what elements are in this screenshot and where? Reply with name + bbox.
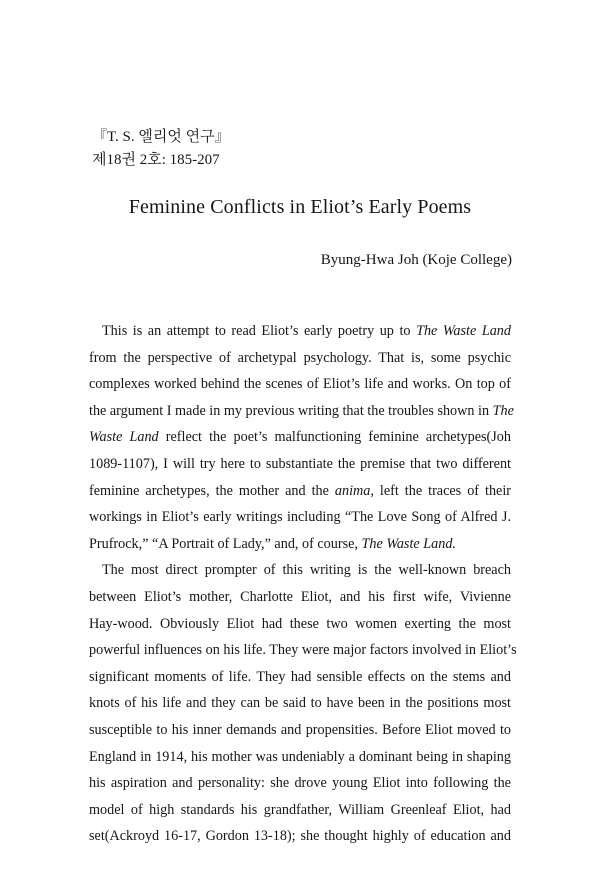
paragraph-2 (89, 557, 517, 850)
article-body (89, 318, 517, 850)
text-line: powerful influences on his life. They were major factors involved in Eliot’s (89, 642, 517, 659)
text-line: workings in Eliot’s early writings including “The Love Song of Alfred J. (89, 509, 511, 526)
text-line: feminine archetypes, the mother and the anima, left the traces of their (89, 482, 511, 499)
journal-header (92, 126, 230, 172)
journal-issue: 제18권 2호: 185-207 (92, 152, 220, 168)
journal-name: 『T. S. 엘리엇 연구』 (92, 129, 230, 145)
text-line: complexes worked behind the scenes of Eliot’s life and works. On top of (89, 376, 511, 393)
text-line: between Eliot’s mother, Charlotte Eliot, and his first wife, Vivienne (89, 588, 511, 605)
text-line: The most direct prompter of this writing is the well-known breach (102, 562, 511, 579)
paragraph-1 (89, 318, 514, 557)
article-author: Byung-Hwa Joh (Koje College) (320, 252, 512, 268)
text-line: set(Ackroyd 16-17, Gordon 13-18); she thought highly of education and (89, 828, 511, 845)
text-line: his aspiration and personality: she drove young Eliot into following the (89, 775, 511, 792)
text-line: This is an attempt to read Eliot’s early poetry up to The Waste Land (102, 323, 511, 339)
text-line: susceptible to his inner demands and propensities. Before Eliot moved to (89, 721, 511, 738)
text-line: Prufrock,” “A Portrait of Lady,” and, of course, The Waste Land. (89, 535, 456, 552)
text-line: England in 1914, his mother was undeniably a dominant being in shaping (89, 748, 511, 765)
text-line: knots of his life and they can be said to have been in the positions most (89, 695, 511, 712)
text-line: significant moments of life. They had sensible effects on the stems and (89, 668, 511, 685)
article-title: Feminine Conflicts in Eliot’s Early Poems (128, 196, 472, 218)
text-line: Hay-wood. Obviously Eliot had these two women exerting the most (89, 615, 511, 632)
text-line: the argument I made in my previous writing that the troubles shown in The (89, 402, 514, 419)
text-line: from the perspective of archetypal psychology. That is, some psychic (89, 349, 511, 366)
text-line: model of high standards his grandfather, William Greenleaf Eliot, had (89, 801, 511, 818)
text-line: 1089-1107), I will try here to substantiate the premise that two different (89, 455, 511, 472)
text-line: Waste Land reflect the poet’s malfunctioning feminine archetypes(Joh (89, 429, 511, 446)
